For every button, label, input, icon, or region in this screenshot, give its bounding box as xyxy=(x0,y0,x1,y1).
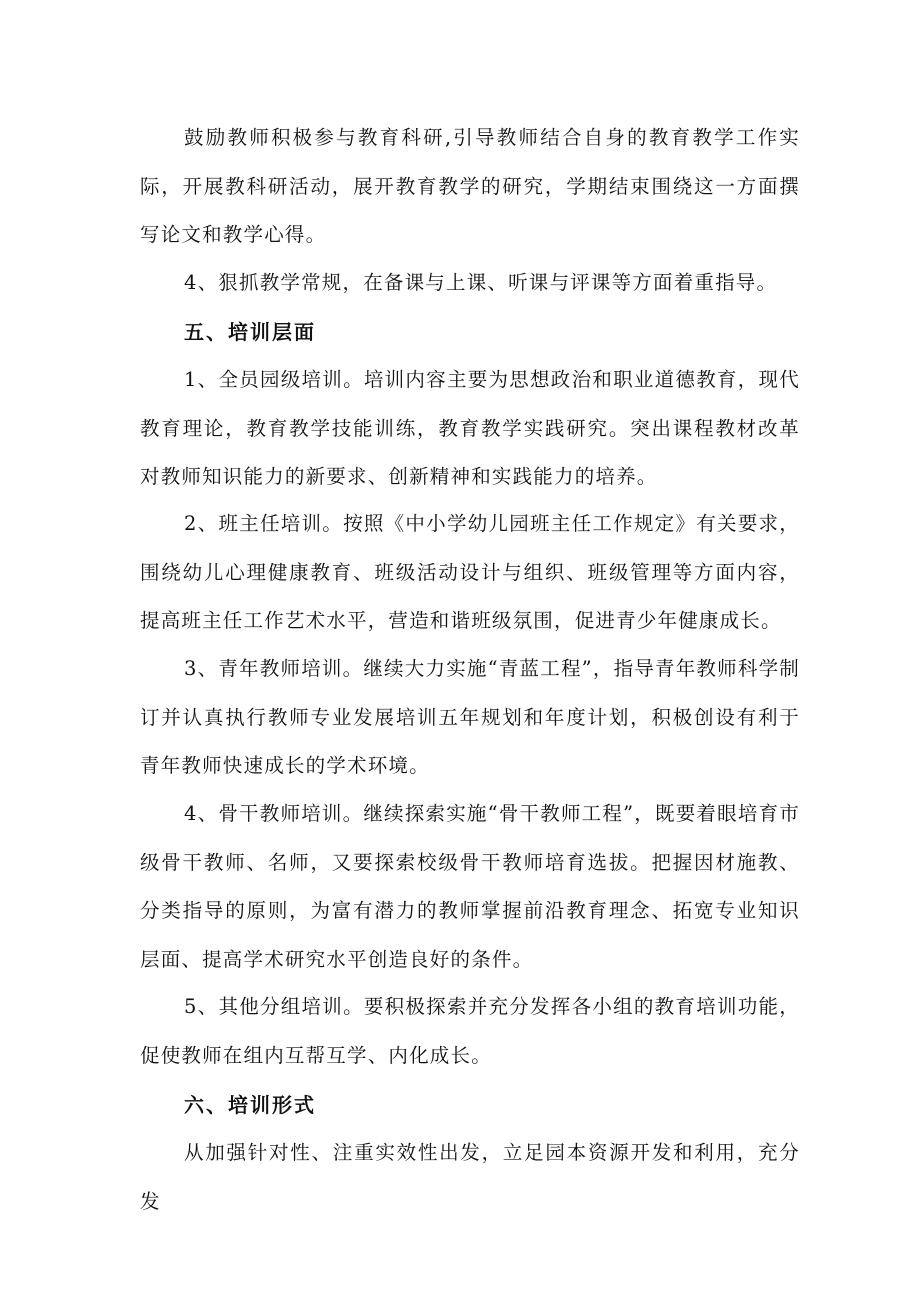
paragraph-training-forms: 从加强针对性、注重实效性出发，立足园本资源开发和利用，充分发 xyxy=(140,1141,800,1213)
paragraph-all-staff-training: 1、全员园级培训。培训内容主要为思想政治和职业道德教育，现代教育理论，教育教学技能训练，教育教学实践研究。突出课程教材改革对教师知识能力的新要求、创新精神和实践能力的培养。 xyxy=(140,368,800,488)
paragraph-teaching-routine: 4、狠抓教学常规，在备课与上课、听课与评课等方面着重指导。 xyxy=(184,271,778,294)
paragraph-research: 鼓励教师积极参与教育科研,引导教师结合自身的教育教学工作实际，开展教科研活动，展开教育教学的研究，学期结束围绕这一方面撰写论文和教学心得。 xyxy=(140,126,800,246)
paragraph-group-training: 5、其他分组培训。要积极探索并充分发挥各小组的教育培训功能，促使教师在组内互帮互学、内化成长。 xyxy=(140,995,800,1067)
paragraph-young-teacher-training: 3、青年教师培训。继续大力实施“青蓝工程”，指导青年教师科学制订并认真执行教师专业发展培训五年规划和年度计划，积极创设有利于青年教师快速成长的学术环境。 xyxy=(140,657,800,777)
section-heading-training-forms: 六、培训形式 xyxy=(184,1093,316,1117)
paragraph-backbone-teacher-training: 4、骨干教师培训。继续探索实施“骨干教师工程”，既要着眼培育市级骨干教师、名师，又要探索校级骨干教师培育选拔。把握因材施教、分类指导的原则，为富有潜力的教师掌握前沿教育理念、拓宽专业知识层面、提高学术研究水平创造良好的条件。 xyxy=(140,802,800,971)
section-heading-training-levels: 五、培训层面 xyxy=(184,320,316,344)
paragraph-class-teacher-training: 2、班主任培训。按照《中小学幼儿园班主任工作规定》有关要求，围绕幼儿心理健康教育、班级活动设计与组织、班级管理等方面内容，提高班主任工作艺术水平，营造和谐班级氛围，促进青少年健康成长。 xyxy=(140,512,800,632)
